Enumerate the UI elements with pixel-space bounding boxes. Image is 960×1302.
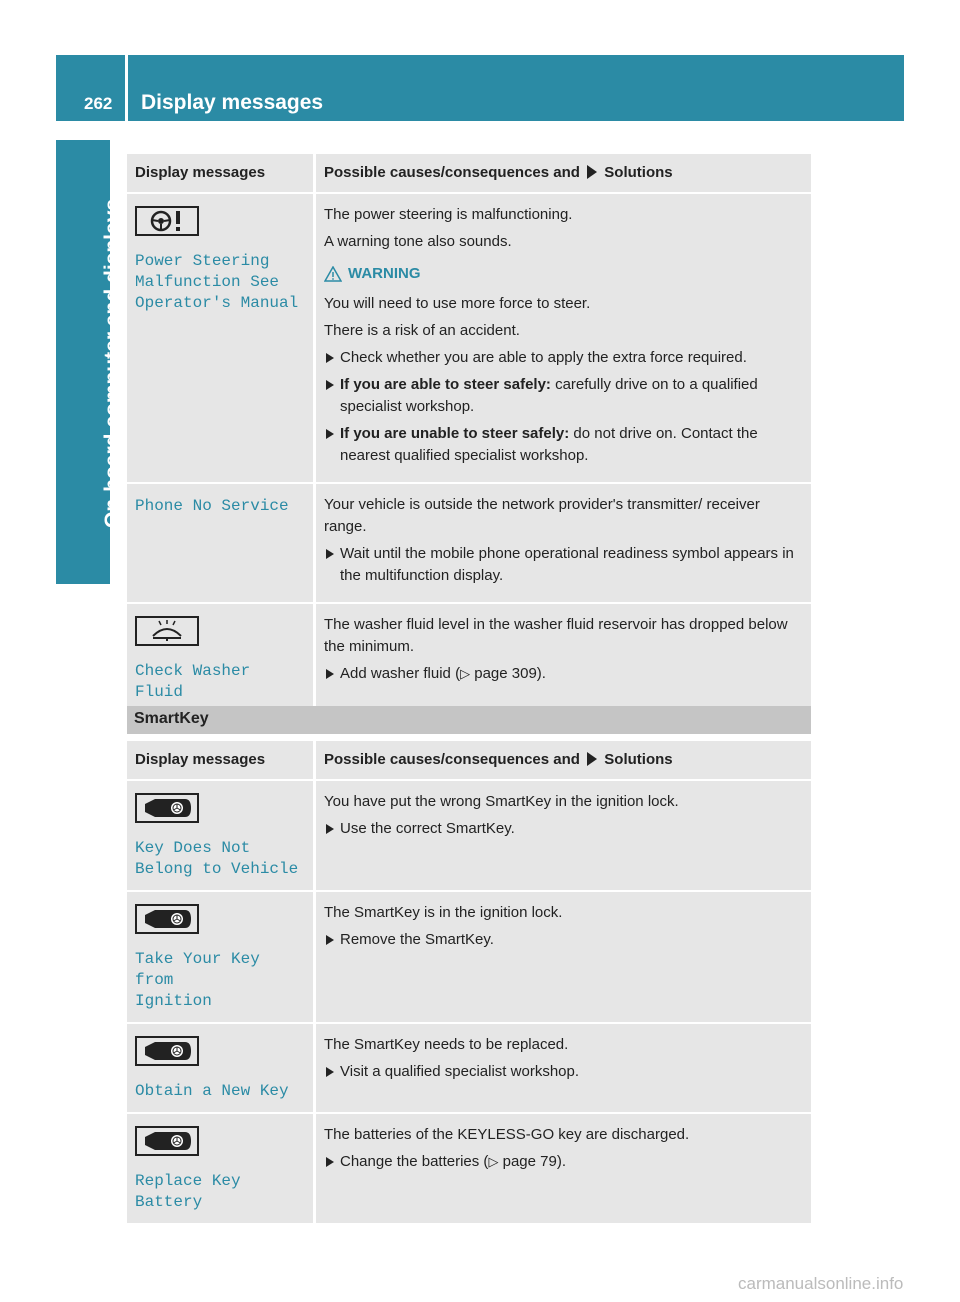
solution-step: Visit a qualified specialist workshop. — [324, 1061, 803, 1083]
solution-cell — [313, 1024, 811, 1112]
col-causes-solutions — [313, 741, 811, 779]
step-condition: If you are unable to steer safely: — [340, 425, 570, 442]
solution-step: Use the correct SmartKey. — [324, 818, 803, 840]
step-condition: If you are able to steer safely: — [340, 376, 551, 393]
solution-cell — [313, 781, 811, 890]
page-number: 262 — [84, 94, 113, 113]
col-causes-label: Possible causes/consequences and — [324, 164, 580, 181]
solution-step: Wait until the mobile phone operational readiness symbol appears in the multifunction display. — [324, 543, 803, 587]
warning-text: You will need to use more force to steer. — [324, 295, 591, 312]
solution-step — [324, 663, 803, 685]
solution-arrow-icon — [587, 165, 597, 179]
warning-heading — [324, 263, 803, 285]
display-message-text: Replace Key Battery — [135, 1172, 241, 1211]
page-title: Display messages — [141, 91, 324, 114]
warning-label: WARNING — [348, 265, 421, 282]
page-ref-icon: ▷ — [488, 1154, 499, 1169]
solution-step: Remove the SmartKey. — [324, 929, 803, 951]
message-cell — [127, 1114, 313, 1223]
step-text: Add washer fluid ( — [340, 665, 461, 682]
message-cell — [127, 892, 313, 1022]
smartkey-icon — [135, 793, 199, 830]
display-message-text: Check Washer Fluid — [135, 662, 251, 701]
cause-text: You have put the wrong SmartKey in the ignition lock. — [324, 793, 679, 810]
cause-text: A warning tone also sounds. — [324, 233, 512, 250]
message-cell — [127, 781, 313, 890]
step-text: page 79). — [498, 1153, 566, 1170]
table-header-row — [127, 741, 811, 779]
warning-text: There is a risk of an accident. — [324, 322, 520, 339]
solution-cell — [313, 194, 811, 482]
solution-cell — [313, 892, 811, 1022]
col-causes-solutions — [313, 154, 811, 192]
table-row — [127, 781, 811, 890]
cause-text: The SmartKey needs to be replaced. — [324, 1036, 569, 1053]
header-separator — [125, 55, 128, 121]
solution-cell — [313, 604, 811, 713]
cause-text: The batteries of the KEYLESS-GO key are discharged. — [324, 1126, 690, 1143]
message-cell — [127, 1024, 313, 1112]
table-row — [127, 1024, 811, 1112]
col-display-messages: Display messages — [127, 741, 313, 779]
table-row — [127, 194, 811, 482]
table-row — [127, 604, 811, 713]
step-text: page 309). — [470, 665, 546, 682]
warning-triangle-icon — [324, 266, 342, 282]
washer-fluid-icon — [135, 616, 199, 653]
display-message-text: Obtain a New Key — [135, 1082, 289, 1100]
page-ref-icon: ▷ — [460, 666, 471, 681]
smartkey-icon — [135, 904, 199, 941]
watermark: carmanualsonline.info — [738, 1274, 904, 1293]
solution-step — [324, 423, 803, 467]
table-header-row — [127, 154, 811, 192]
message-cell — [127, 604, 313, 713]
smartkey-icon — [135, 1126, 199, 1163]
message-cell — [127, 484, 313, 602]
col-solutions-label: Solutions — [604, 751, 673, 768]
section-bar — [127, 706, 811, 734]
message-cell — [127, 194, 313, 482]
smartkey-messages-table — [127, 739, 811, 1225]
step-text: Change the batteries ( — [340, 1153, 489, 1170]
display-message-text: Phone No Service — [135, 497, 289, 515]
section-title: SmartKey — [134, 710, 209, 727]
step-text: do not drive on. Contact the nearest qualified specialist workshop. — [340, 425, 758, 464]
table-row — [127, 484, 811, 602]
display-message-text: Power Steering Malfunction See Operator's Manual — [135, 252, 299, 312]
solution-arrow-icon — [587, 752, 597, 766]
steering-warning-icon — [135, 206, 199, 243]
cause-text: The power steering is malfunctioning. — [324, 206, 573, 223]
table-row — [127, 892, 811, 1022]
display-messages-table — [127, 152, 811, 715]
solution-step: Check whether you are able to apply the extra force required. — [324, 347, 803, 369]
solution-cell — [313, 1114, 811, 1223]
cause-text: The washer fluid level in the washer fluid reservoir has dropped below the minimum. — [324, 616, 788, 655]
step-text: carefully drive on to a qualified specialist workshop. — [340, 376, 758, 415]
col-solutions-label: Solutions — [604, 164, 673, 181]
side-label: On-board computer and displays — [101, 198, 124, 528]
col-causes-label: Possible causes/consequences and — [324, 751, 580, 768]
solution-cell — [313, 484, 811, 602]
col-display-messages: Display messages — [127, 154, 313, 192]
table-row — [127, 1114, 811, 1223]
cause-text: Your vehicle is outside the network provider's transmitter/ receiver range. — [324, 496, 760, 535]
solution-step — [324, 374, 803, 418]
display-message-text: Key Does Not Belong to Vehicle — [135, 839, 299, 878]
smartkey-icon — [135, 1036, 199, 1073]
display-message-text: Take Your Key from Ignition — [135, 950, 260, 1010]
cause-text: The SmartKey is in the ignition lock. — [324, 904, 563, 921]
solution-step — [324, 1151, 803, 1173]
